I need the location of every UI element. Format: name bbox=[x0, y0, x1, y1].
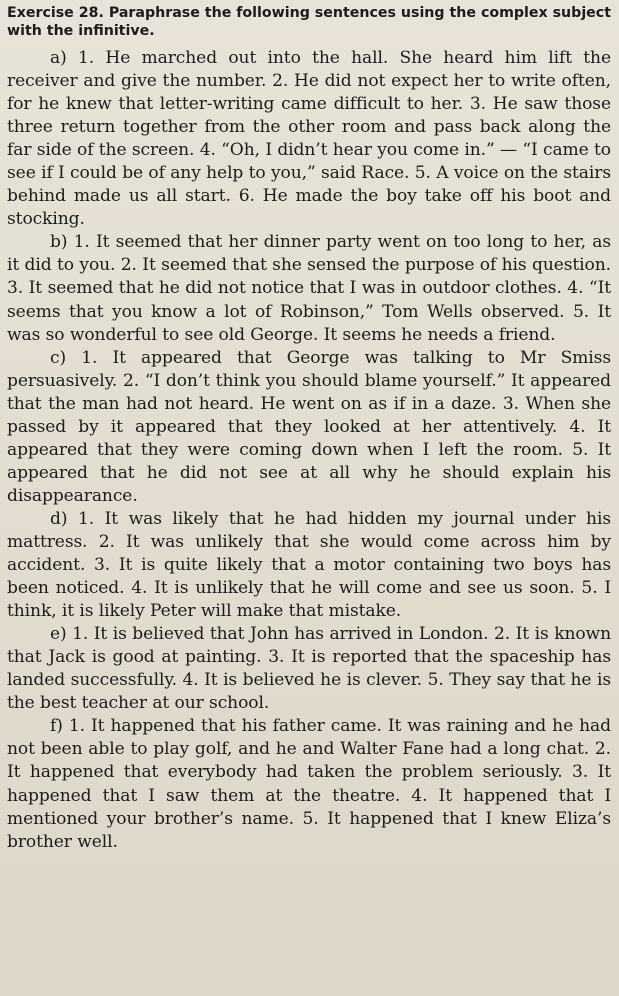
section-e-paragraph: e) 1. It is believed that John has arrived in London. 2. It is known that Jack is good at painting. 3. It is reported that the spaceship has landed successfully. 4. It is believed he is clever. 5. They say that he is the best teacher at our school. bbox=[7, 624, 611, 714]
section-c-paragraph: c) 1. It appeared that George was talking to Mr Smiss persuasively. 2. “I don’t think you should blame yourself.” It appeared that the man had not heard. He went on as if in a daze. 3. When she passed by it appeared that they looked at her attentively. 4. It appeared that they were coming down when I left the room. 5. It appeared that he did not see at all why he should explain his disappearance. bbox=[7, 347, 611, 506]
section-d-paragraph: d) 1. It was likely that he had hidden my journal under his mattress. 2. It was unlikely that she would come across him by accident. 3. It is quite likely that a motor containing two boys has been noticed. 4. It is unlikely that he will come and see us soon. 5. I think, it is likely Peter will make that mistake. bbox=[7, 508, 611, 622]
section-b-paragraph: b) 1. It seemed that her dinner party went on too long to her, as it did to you. 2. It seemed that she sensed the purpose of his question. 3. It seemed that he did not notice that I was in outdoor clothes. 4. “It seems that you know a lot of Robinson,” Tom Wells observed. 5. It was so wonderful to see old George. It seems he needs a friend. bbox=[7, 232, 611, 345]
exercise-title: Exercise 28. Paraphrase the following sentences using the complex subject with the infinitive. bbox=[7, 5, 611, 39]
section-a-paragraph: a) 1. He marched out into the hall. She heard him lift the receiver and give the number. 2. He did not expect her to write often, for he knew that letter-writing came difficult to her. 3. He saw those three return together from the other room and pass back along the far side of the screen. 4. “Oh, I didn’t hear you come in.” — “I came to see if I could be of any help to you,” said Race. 5. A voice on the stairs behind made us all start. 6. He made the boy take off his boot and stocking. bbox=[7, 48, 611, 230]
section-f-paragraph: f) 1. It happened that his father came. It was raining and he had not been able to play golf, and he and Walter Fane had a long chat. 2. It happened that everybody had taken the problem seriously. 3. It happened that I saw them at the theatre. 4. It happened that I mentioned your brother’s name. 5. It happened that I knew Eliza’s brother well. bbox=[7, 716, 611, 852]
